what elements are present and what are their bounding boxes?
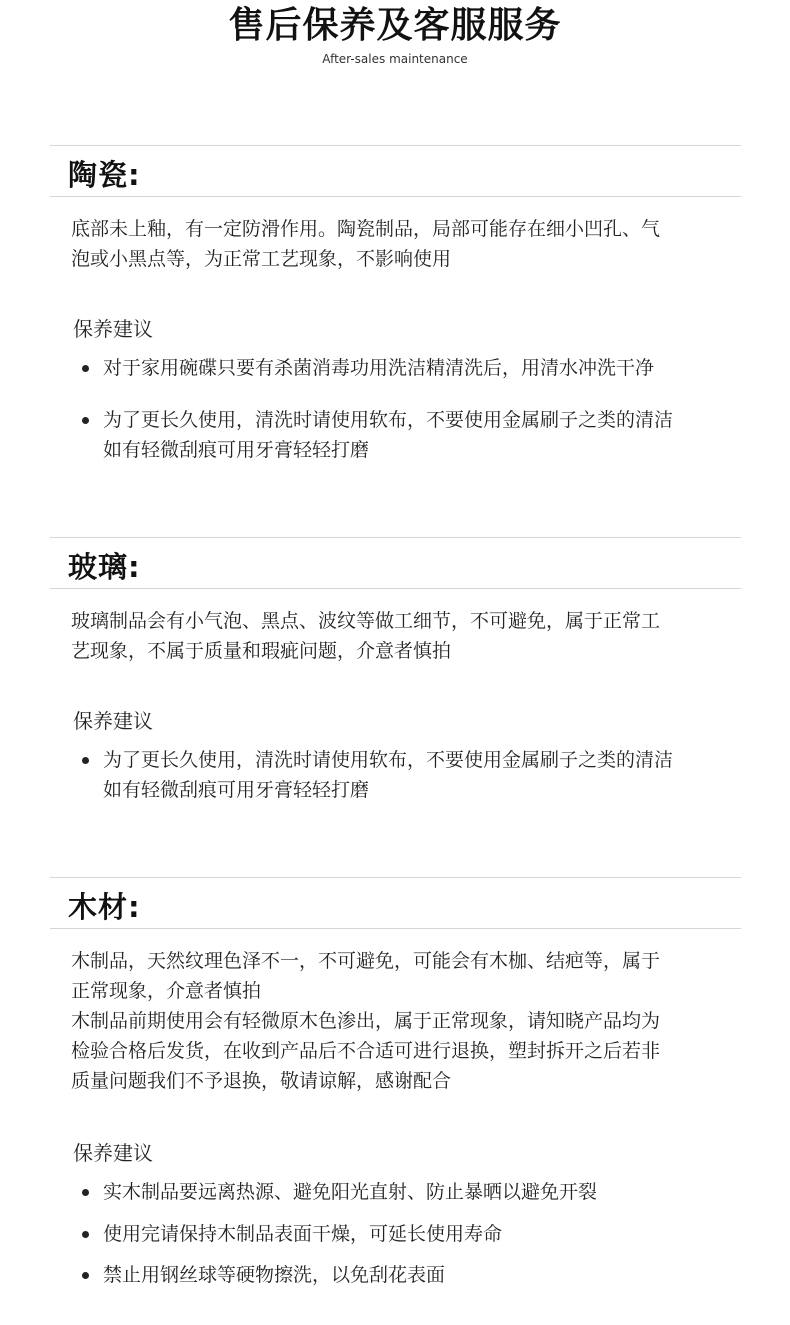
bullet-icon [82,1231,89,1238]
section-description [71,606,731,666]
advice-item-text: 为了更长久使用，清洗时请使用软布，不要使用金属刷子之类的清洁 [103,749,674,771]
section-title: 玻璃: [68,550,141,584]
bullet-icon [82,365,89,372]
divider [50,537,741,538]
description-line: 玻璃制品会有小气泡、黑点、波纹等做工细节，不可避免，属于正常工 [71,610,661,632]
advice-title: 保养建议 [73,317,153,341]
advice-item [103,1177,733,1207]
advice-title: 保养建议 [73,709,153,733]
divider [50,928,741,929]
bullet-icon [82,417,89,424]
advice-item [103,405,733,465]
description-line: 木制品，天然纹理色泽不一，不可避免，可能会有木枷、结疤等，属于 [71,950,661,972]
section-description [71,946,731,1096]
advice-item-text: 对于家用碗碟只要有杀菌消毒功用洗洁精清洗后，用清水冲洗干净 [103,357,655,379]
advice-item-text: 禁止用钢丝球等硬物擦洗，以免刮花表面 [103,1264,446,1286]
section-title: 木材: [68,890,141,924]
description-line: 木制品前期使用会有轻微原木色渗出，属于正常现象，请知晓产品均为 [71,1010,661,1032]
page-subtitle: After-sales maintenance [322,52,468,66]
description-line: 正常现象，介意者慎拍 [71,980,262,1002]
divider [50,588,741,589]
description-line: 检验合格后发货，在收到产品后不合适可进行退换，塑封拆开之后若非 [71,1040,661,1062]
advice-item-text: 使用完请保持木制品表面干燥，可延长使用寿命 [103,1223,503,1245]
advice-item-text: 如有轻微刮痕可用牙膏轻轻打磨 [103,439,370,461]
description-line: 底部未上釉，有一定防滑作用。陶瓷制品，局部可能存在细小凹孔、气 [71,218,661,240]
section-title: 陶瓷: [68,158,141,192]
advice-item [103,1260,733,1290]
bullet-icon [82,1272,89,1279]
description-line: 质量问题我们不予退换，敬请谅解，感谢配合 [71,1070,452,1092]
advice-item-text: 实木制品要远离热源、避免阳光直射、防止暴晒以避免开裂 [103,1181,598,1203]
bullet-icon [82,1189,89,1196]
description-line: 艺现象，不属于质量和瑕疵问题，介意者慎拍 [71,640,452,662]
divider [50,196,741,197]
description-line: 泡或小黑点等，为正常工艺现象，不影响使用 [71,248,452,270]
page-title: 售后保养及客服服务 [228,5,562,46]
advice-item-text: 如有轻微刮痕可用牙膏轻轻打磨 [103,779,370,801]
advice-title: 保养建议 [73,1141,153,1165]
advice-item-text: 为了更长久使用，清洗时请使用软布，不要使用金属刷子之类的清洁 [103,409,674,431]
advice-item [103,1219,733,1249]
divider [50,877,741,878]
advice-item [103,745,733,805]
divider [50,145,741,146]
bullet-icon [82,757,89,764]
section-description [71,214,731,274]
advice-item [103,353,733,383]
